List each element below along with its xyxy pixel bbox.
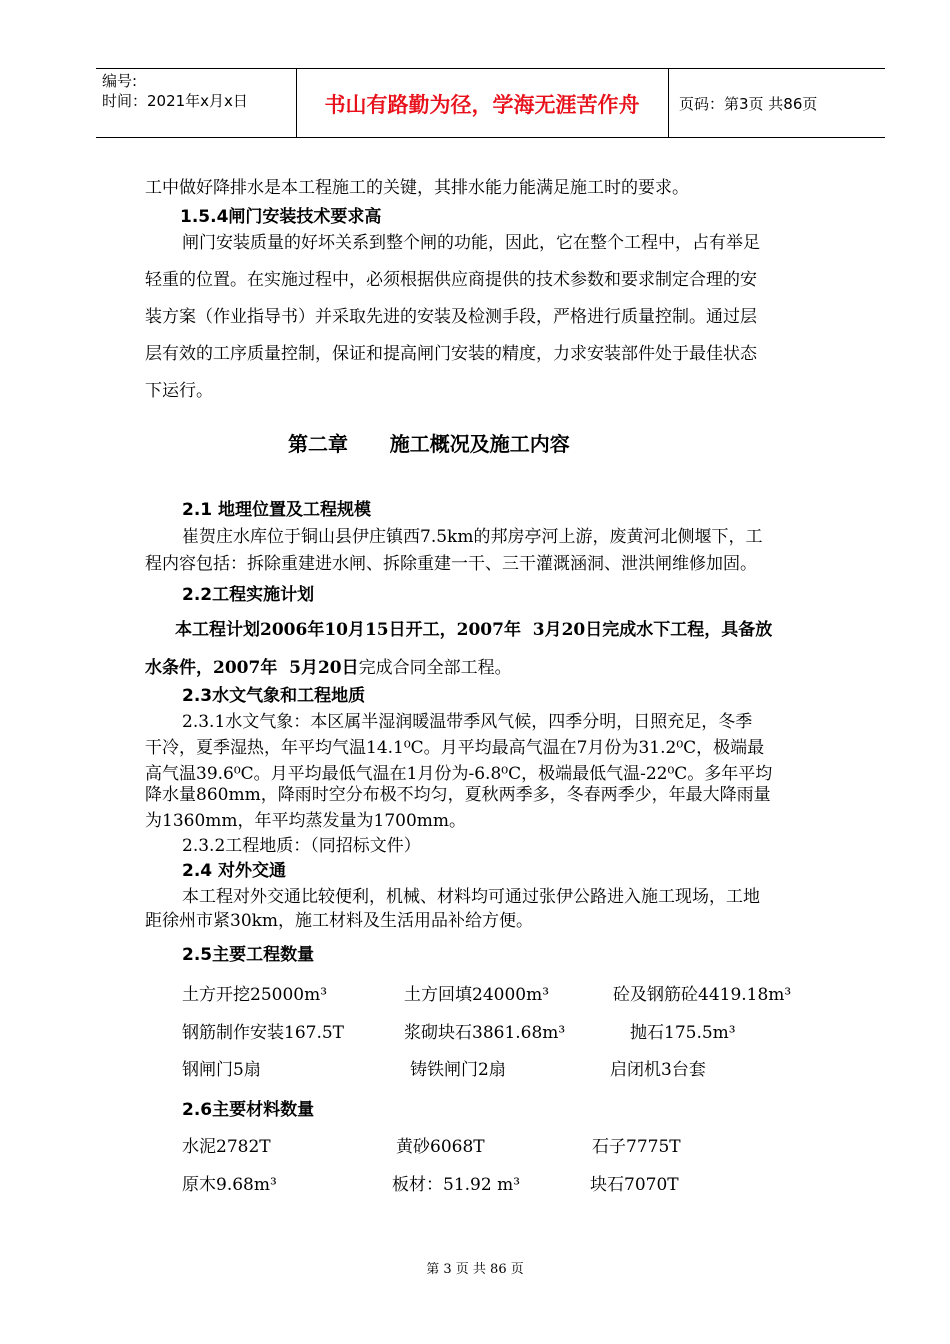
paragraph-line: 工中做好降排水是本工程施工的关键，其排水能力能满足施工时的要求。 — [145, 178, 689, 198]
section-heading-2-2: 2.2工程实施计划 — [182, 585, 315, 605]
code-label: 编号: — [102, 72, 138, 90]
section-heading-1-5-4: 1.5.4闸门安装技术要求高 — [180, 207, 382, 227]
paragraph-line: 高气温39.6⁰C。月平均最低气温在1月份为-6.8⁰C，极端最低气温-22⁰C。多年平均 — [145, 764, 773, 784]
section-heading-2-6: 2.6主要材料数量 — [182, 1100, 315, 1120]
section-heading-2-4: 2.4 对外交通 — [182, 861, 287, 881]
material-item: 水泥2782T — [182, 1137, 271, 1157]
paragraph-line: 为1360mm，年平均蒸发量为1700mm。 — [145, 811, 467, 831]
header-motto: 书山有路勤为径，学海无涯苦作舟 — [324, 93, 640, 117]
paragraph-line: 轻重的位置。在实施过程中，必须根据供应商提供的技术参数和要求制定合理的安 — [145, 270, 757, 290]
paragraph-line: 本工程计划2006年10月15日开工，2007年 3月20日完成水下工程，具备放 — [175, 620, 773, 640]
paragraph-line: 干冷，夏季湿热，年平均气温14.1⁰C。月平均最高气温在7月份为31.2⁰C，极端最 — [145, 738, 765, 758]
material-item: 原木9.68m³ — [182, 1175, 277, 1195]
header-divider — [668, 69, 669, 137]
section-heading-2-3: 2.3水文气象和工程地质 — [182, 686, 366, 706]
page-footer: 第 3 页 共 86 页 — [426, 1262, 524, 1277]
section-heading-2-1: 2.1 地理位置及工程规模 — [182, 500, 372, 520]
quantity-item: 土方回填24000m³ — [404, 985, 550, 1005]
paragraph-line: 本工程对外交通比较便利，机械、材料均可通过张伊公路进入施工现场，工地 — [182, 887, 760, 907]
quantity-item: 钢闸门5扇 — [182, 1060, 261, 1080]
paragraph-line: 2.3.2工程地质：（同招标文件） — [182, 836, 421, 856]
plan-date-bold: 水条件，2007年 5月20日 — [145, 658, 359, 678]
section-heading-2-5: 2.5主要工程数量 — [182, 945, 315, 965]
material-item: 板材：51.92 m³ — [392, 1175, 521, 1195]
time-label: 时间：2021年x月x日 — [102, 92, 248, 110]
quantity-item: 土方开挖25000m³ — [182, 985, 328, 1005]
paragraph-line: 崔贺庄水库位于铜山县伊庄镇西7.5km的邦房亭河上游，废黄河北侧堰下，工 — [182, 527, 763, 547]
paragraph-line — [145, 653, 512, 678]
chapter-title: 第二章 施工概况及施工内容 — [288, 432, 570, 456]
paragraph-line: 程内容包括：拆除重建进水闸、拆除重建一干、三干灌溉涵洞、泄洪闸维修加固。 — [145, 554, 757, 574]
quantity-item: 砼及钢筋砼4419.18m³ — [613, 985, 792, 1005]
quantity-item: 铸铁闸门2扇 — [410, 1060, 506, 1080]
material-item: 黄砂6068T — [396, 1137, 485, 1157]
paragraph-line: 下运行。 — [145, 381, 213, 401]
paragraph-line: 距徐州市紧30km，施工材料及生活用品补给方便。 — [145, 911, 534, 931]
quantity-item: 启闭机3台套 — [610, 1060, 706, 1080]
quantity-item: 浆砌块石3861.68m³ — [404, 1023, 566, 1043]
plan-date-rest: 完成合同全部工程。 — [358, 658, 512, 678]
page-header — [96, 68, 885, 138]
header-page-info: 页码：第3页 共86页 — [679, 95, 818, 113]
quantity-item: 抛石175.5m³ — [630, 1023, 736, 1043]
paragraph-line: 层有效的工序质量控制，保证和提高闸门安装的精度，力求安装部件处于最佳状态 — [145, 344, 757, 364]
material-item: 石子7775T — [592, 1137, 681, 1157]
header-meta — [102, 71, 248, 111]
paragraph-line: 闸门安装质量的好坏关系到整个闸的功能，因此，它在整个工程中，占有举足 — [182, 233, 760, 253]
paragraph-line: 2.3.1水文气象：本区属半湿润暖温带季风气候，四季分明，日照充足，冬季 — [182, 712, 753, 732]
paragraph-line: 降水量860mm，降雨时空分布极不均匀，夏秋两季多，冬春两季少，年最大降雨量 — [145, 785, 771, 805]
material-item: 块石7070T — [590, 1175, 679, 1195]
paragraph-line: 装方案（作业指导书）并采取先进的安装及检测手段，严格进行质量控制。通过层 — [145, 307, 757, 327]
quantity-item: 钢筋制作安装167.5T — [182, 1023, 345, 1043]
